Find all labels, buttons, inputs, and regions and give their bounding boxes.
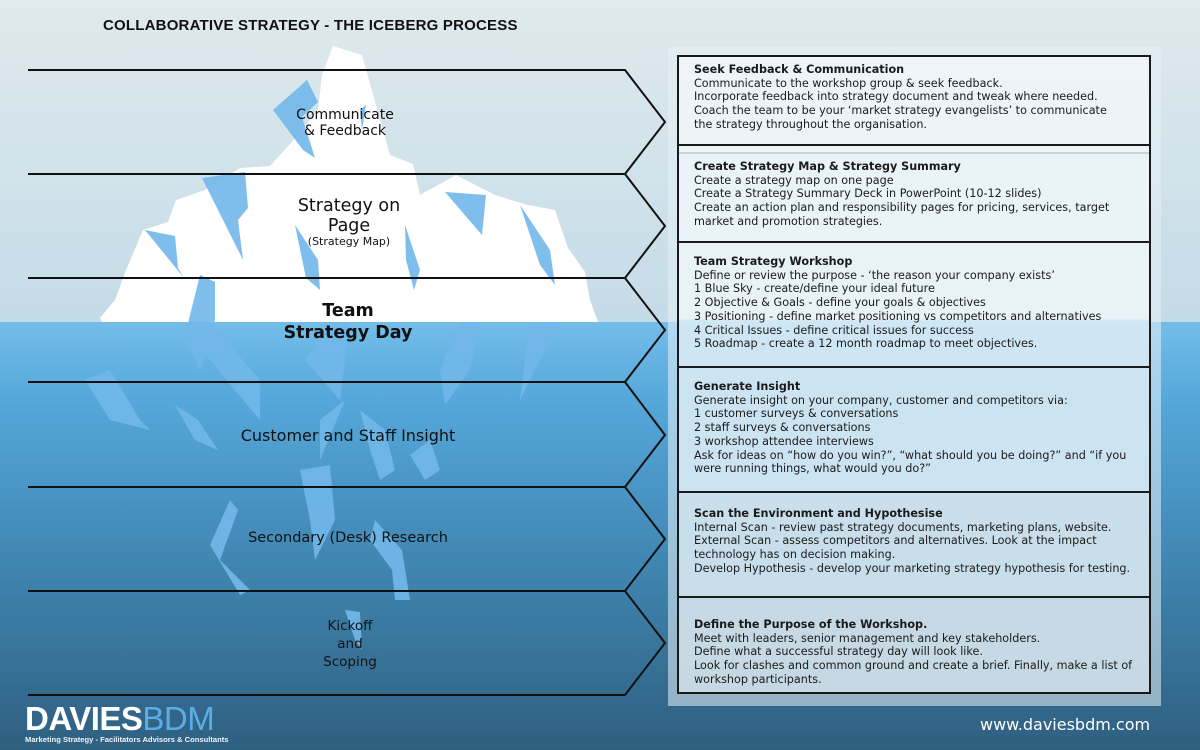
stage-label-kickoff xyxy=(323,617,377,671)
stage-label-line: Kickoff xyxy=(327,618,373,634)
step-line: technology has on decision making. xyxy=(694,548,896,562)
logo-wordmark-bdm: BDM xyxy=(142,700,215,737)
step-line: Develop Hypothesis - develop your marketing strategy hypothesis for testing. xyxy=(694,561,1131,575)
stage-label-line: Strategy on xyxy=(297,196,401,216)
step-line: External Scan - assess competitors and alternatives. Look at the impact xyxy=(694,534,1097,548)
step-line: workshop participants. xyxy=(694,672,822,686)
step-line: Create an action plan and responsibility pages for pricing, services, target xyxy=(694,201,1110,215)
step-line: Incorporate feedback into strategy document and tweak where needed. xyxy=(694,90,1098,104)
page-title: COLLABORATIVE STRATEGY - THE ICEBERG PROCESS xyxy=(103,17,518,34)
step-line: Meet with leaders, senior management and key stakeholders. xyxy=(694,631,1041,645)
step-heading: Define the Purpose of the Workshop. xyxy=(694,618,928,631)
step-line: Create a strategy map on one page xyxy=(694,173,894,187)
stage-label-line: Communicate xyxy=(296,107,394,123)
step-box-strategy-map xyxy=(677,144,1151,243)
step-box-insight xyxy=(677,366,1151,493)
step-line: 4 Critical Issues - define critical issues for success xyxy=(694,323,974,337)
step-line: Coach the team to be your ‘market strategy evangelists’ to communicate xyxy=(694,104,1107,118)
step-line: 2 Objective & Goals - define your goals & objectives xyxy=(694,296,986,310)
step-line: Communicate to the workshop group & seek feedback. xyxy=(694,76,1003,90)
step-line: Define what a successful strategy day will look like. xyxy=(694,645,983,659)
step-line: Internal Scan - review past strategy documents, marketing plans, website. xyxy=(694,520,1112,534)
step-line: 1 customer surveys & conversations xyxy=(694,407,899,421)
stage-label-communicate xyxy=(296,107,394,139)
step-line: 3 Positioning - define market positioning vs competitors and alternatives xyxy=(694,309,1102,323)
logo-wordmark-davies: DAVIES xyxy=(25,700,143,737)
logo-tagline: Marketing Strategy - Facilitators Advisors & Consultants xyxy=(25,735,229,744)
step-heading: Create Strategy Map & Strategy Summary xyxy=(694,160,961,173)
stage-label-line: Team xyxy=(322,301,374,321)
stage-label-line: & Feedback xyxy=(303,123,387,140)
step-heading: Team Strategy Workshop xyxy=(694,255,853,268)
stage-label-line: Page xyxy=(327,216,371,236)
stage-label-customer-staff-insight xyxy=(241,427,456,445)
step-line: 5 Roadmap - create a 12 month roadmap to meet objectives. xyxy=(694,337,1038,351)
step-line: 1 Blue Sky - create/define your ideal future xyxy=(694,282,935,296)
step-line: 2 staff surveys & conversations xyxy=(694,421,871,435)
stage-label-team-strategy-day xyxy=(284,300,413,344)
stage-label-line: Customer and Staff Insight xyxy=(240,426,456,445)
stage-label-secondary-research xyxy=(248,530,448,547)
step-line: Look for clashes and common ground and create a brief. Finally, make a list of xyxy=(694,659,1133,673)
step-line: the strategy throughout the organisation. xyxy=(694,117,927,131)
step-box-scan xyxy=(677,491,1151,598)
stage-label-line: Secondary (Desk) Research xyxy=(248,530,448,546)
step-line: market and promotion strategies. xyxy=(694,214,883,228)
step-line: 3 workshop attendee interviews xyxy=(694,434,874,448)
stage-sublabel: (Strategy Map) xyxy=(307,235,391,248)
step-line: were running things, what would you do?” xyxy=(694,462,931,476)
step-box-feedback xyxy=(677,55,1151,154)
stage-label-line: and xyxy=(337,636,363,652)
step-box-workshop xyxy=(677,241,1151,368)
steps-panel xyxy=(668,47,1161,706)
step-line: Define or review the purpose - ‘the reason your company exists’ xyxy=(694,268,1055,282)
stage-label-line: Strategy Day xyxy=(283,323,413,343)
step-line: Generate insight on your company, customer and competitors via: xyxy=(694,393,1068,407)
step-heading: Scan the Environment and Hypothesise xyxy=(694,507,943,520)
step-line: Create a Strategy Summary Deck in PowerPoint (10-12 slides) xyxy=(694,187,1042,201)
stage-label-line: Scoping xyxy=(323,654,377,670)
brand-logo xyxy=(25,700,229,744)
step-heading: Seek Feedback & Communication xyxy=(694,63,905,76)
step-heading: Generate Insight xyxy=(694,380,801,393)
step-line: Ask for ideas on “how do you win?”, “what should you be doing?” and “if you xyxy=(694,448,1127,462)
stage-label-strategy-on-page xyxy=(298,196,400,248)
step-box-purpose xyxy=(677,596,1151,694)
website-link[interactable]: www.daviesbdm.com xyxy=(980,715,1151,734)
